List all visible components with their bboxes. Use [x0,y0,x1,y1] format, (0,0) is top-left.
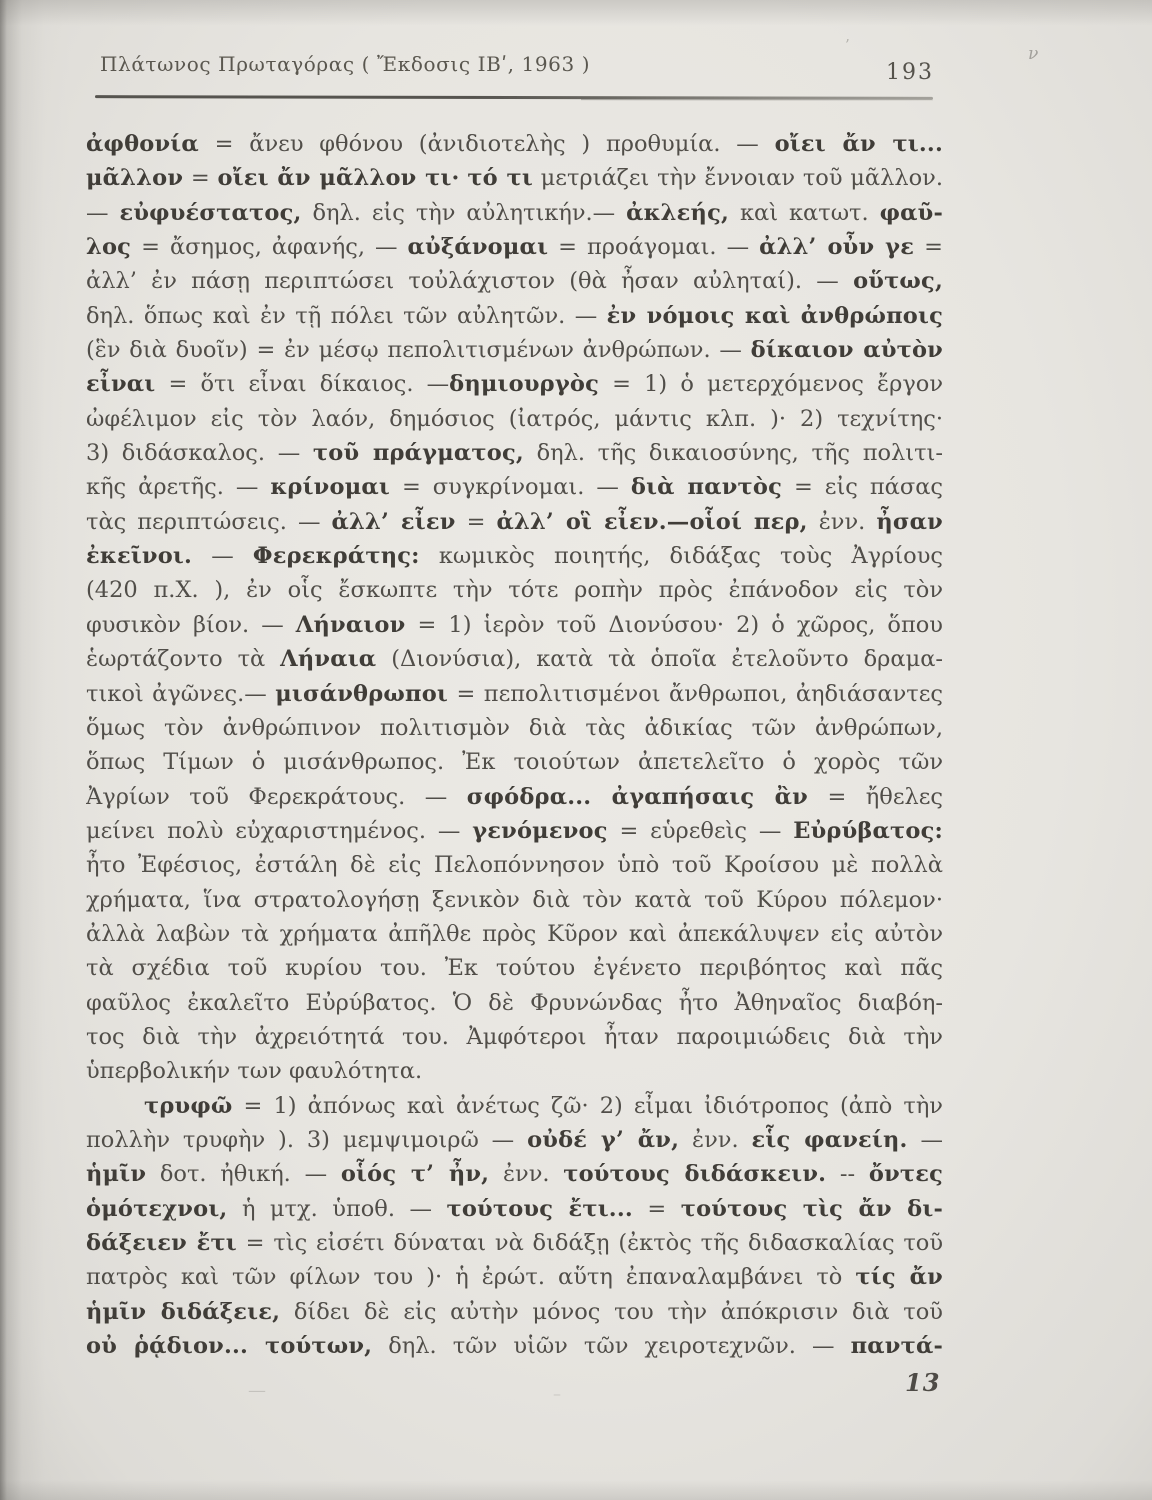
text-line [86,986,943,1020]
gloss-text: — [192,543,253,570]
gloss-text: τος διὰ τὴν ἀχρειότητά του. Ἀμφότεροι ἦταν παροιμιώδεις διὰ τὴν [86,1023,943,1050]
lemma-bold: δίκαιον αὐτὸν [750,337,943,364]
gloss-text: χρήματα, ἵνα στρατολογήσῃ ξενικὸν διὰ τὸν κατὰ τοῦ Κύρου πόλεμον· [86,886,943,913]
text-line [86,367,943,401]
lemma-bold: ὄντες [868,1161,943,1188]
gloss-text: = [632,1195,681,1222]
gloss-text: — [907,1126,943,1153]
gloss-text: (420 π.Χ. ), ἐν οἷς ἔσκωπτε τὴν τότε ροπὴν πρὸς ἐπάνοδον εἰς τὸν [86,577,943,604]
text-line [86,161,943,195]
gloss-text: = 1) ἀπόνως καὶ ἀνέτως ζῶ· 2) εἶμαι ἰδιότροπος (ἀπὸ τὴν [232,1092,943,1119]
lemma-bold: οἷός τ’ ἦν, [340,1161,490,1188]
text-line [86,1226,943,1260]
lemma-bold: ἀφθονία [86,131,199,157]
lemma-bold: οὐ ῥᾴδιον... τούτων, [86,1333,373,1360]
gloss-text: δηλ. τῆς δικαιοσύνης, τῆς πολιτι- [523,440,943,467]
gloss-text: δηλ. εἰς τὴν αὐλητικήν.— [301,199,627,226]
gloss-text: κῆς ἀρετῆς. — [86,474,271,501]
text-line [86,573,943,607]
lemma-bold: αὐξάνομαι [407,234,549,261]
text-line [86,230,943,264]
gloss-text: ἀλλὰ λαβὼν τὰ χρήματα ἀπῆλθε πρὸς Κῦρον καὶ ἀπεκάλυψεν εἰς αὐτὸν [86,920,943,947]
text-line [86,780,943,814]
text-line [86,402,943,436]
gloss-text: = 1) ὁ μετερχόμενος ἔργον [599,371,943,398]
gloss-text: = τὶς εἰσέτι δύναται νὰ διδάξῃ (ἐκτὸς τῆς διδασκαλίας τοῦ [236,1230,943,1256]
lemma-bold: οὕτως, [853,268,943,295]
gloss-text: δίδει δὲ εἰς αὐτὴν μόνος του τὴν ἀπόκρισιν διὰ τοῦ [280,1298,943,1325]
lemma-bold: οἴει ἄν τι... [774,131,943,157]
text-line [86,711,943,745]
scan-edge-shadow-left [0,0,70,1500]
text-line [86,1020,943,1054]
lemma-bold: ἦσαν [876,508,943,535]
gloss-text: τὰς περιπτώσεις. — [86,508,332,535]
lemma-bold: Λήναια [280,646,377,673]
gloss-text: (Διονύσια), κατὰ τὰ ὁποῖα ἐτελοῦντο δραμα- [376,646,943,673]
lemma-bold: τό τι [467,165,533,192]
lemma-bold: δάξειεν ἔτι [86,1230,237,1256]
lemma-bold: τίς ἄν [855,1264,943,1291]
lemma-bold: τούτους τὶς ἄν δι- [680,1195,943,1222]
stray-ink-mark: ν [1028,44,1039,64]
gloss-text: φαῦλος ἐκαλεῖτο Εὐρύβατος. Ὁ δὲ Φρυνώνδας ἦτο Ἀθηναῖος διαβόη- [86,989,943,1016]
lemma-bold: Εὐρύβατος: [793,817,943,844]
text-line [86,264,943,298]
gloss-text: τικοὶ ἀγῶνες.— [86,680,276,707]
gloss-text: = ὅτι εἶναι δίκαιος. — [155,371,450,398]
gloss-text: = 1) ἱερὸν τοῦ Διονύσου· 2) ὁ χῶρος, ὅπου [405,611,943,638]
text-line [86,608,943,642]
lemma-bold: μᾶλλον [86,165,184,192]
lemma-bold: ἀλλ’ οἳ εἶεν.—οἷοί περ, [496,508,808,535]
lemma-bold: ἀλλ’ οὖν γε [759,234,915,261]
gloss-text: κωμικὸς ποιητής, διδάξας τοὺς Ἀγρίους [419,543,943,570]
page-number: 193 [886,60,934,85]
lemma-bold: ἐν νόμοις καὶ ἀνθρώποις [606,302,943,329]
text-line [86,1295,943,1329]
lemma-bold: Λήναιον [295,611,406,638]
text-line [86,1089,943,1123]
text-line [86,677,943,711]
text-line [86,505,943,539]
lemma-bold: τρυφῶ [144,1092,233,1119]
text-line [86,127,943,161]
text-line [86,1123,943,1157]
text-line [86,1192,943,1226]
gloss-text: τὰ σχέδια τοῦ κυρίου του. Ἐκ τούτου ἐγένετο περιβόητος καὶ πᾶς [86,955,943,982]
gloss-text: πολλὴν τρυφὴν ). 3) μεμψιμοιρῶ — [86,1126,528,1153]
text-line [86,848,943,882]
gloss-text: -- [826,1161,869,1188]
gloss-text: = εἰς πάσας [781,474,943,501]
text-line [86,814,943,848]
text-line [86,299,943,333]
lemma-bold: ἀλλ’ εἶεν [331,508,456,535]
running-title: Πλάτωνος Πρωταγόρας ( Ἔκδοσις ΙΒʹ, 1963 ) [100,52,591,76]
lemma-bold: ἡμῖν διδάξειε, [86,1298,281,1325]
gloss-text: ἐνν. [489,1161,564,1188]
signature-number: 13 [905,1368,941,1397]
gloss-text: ὑπερβολικήν των φαυλότητα. [86,1058,423,1085]
lemma-bold: ἡμῖν [86,1161,147,1188]
lemma-bold: εἶναι [86,371,156,398]
gloss-text: = ἄνευ φθόνου (ἀνιδιοτελὴς ) προθυμία. — [198,131,775,157]
lemma-bold: σφόδρα... ἀγαπήσαις ἂν [466,783,808,810]
gloss-text: = συγκρίνομαι. — [389,474,631,501]
text-line [86,1054,943,1088]
gloss-text: δηλ. τῶν υἱῶν τῶν χειροτεχνῶν. — [372,1333,851,1360]
lemma-bold: γενόμενος [472,817,608,844]
text-line [86,951,943,985]
gloss-text: = [455,508,497,535]
gloss-text: ἡ μτχ. ὑποθ. — [227,1195,447,1222]
text-line [86,642,943,676]
lemma-bold: οἴει ἄν μᾶλλον τι· [217,165,460,192]
lemma-bold: διὰ παντὸς [630,474,782,501]
gloss-text: καὶ κατωτ. [729,199,880,226]
gloss-text: ὅπως Τίμων ὁ μισάνθρωπος. Ἐκ τοιούτων ἀπετελεῖτο ὁ χορὸς τῶν [86,749,943,776]
paragraph [86,127,943,1089]
text-line [86,333,943,367]
scan-edge-shadow-top [0,0,1152,26]
lemma-bold: παντά- [850,1333,943,1360]
gloss-text: ὅμως τὸν ἀνθρώπινον πολιτισμὸν διὰ τὰς ἀδικίας τῶν ἀνθρώπων, [86,714,943,741]
text-line [86,1329,943,1363]
gloss-text: = πεπολιτισμένοι ἄνθρωποι, ἀηδιάσαντες [448,680,943,707]
lemma-bold: μισάνθρωποι [275,680,449,707]
lemma-bold: τοῦ πράγματος, [312,440,524,467]
gloss-text: = ἤθελες [807,783,943,810]
smudge-mark: – [553,1384,561,1403]
text-line [86,539,943,573]
gloss-text: ἐνν. [807,508,877,535]
smudge-mark: — [248,1380,266,1401]
gloss-text: = [914,234,943,261]
lemma-bold: ἐκεῖνοι. [86,543,193,570]
lemma-bold: λος [86,234,132,261]
lemma-bold: φαῦ- [879,199,943,226]
lemma-bold: εἷς φανείη. [751,1126,908,1153]
text-line [86,1157,943,1191]
lemma-bold: εὐφυέστατος, [119,199,302,226]
gloss-text: δηλ. ὅπως καὶ ἐν τῇ πόλει τῶν αὐλητῶν. — [86,302,607,329]
lemma-bold: οὐδέ γ’ ἄν, [527,1126,680,1153]
gloss-text: — [86,199,120,226]
gloss-text: ὠφέλιμον εἰς τὸν λαόν, δημόσιος (ἰατρός, μάντις κλπ. )· 2) τεχνίτης· [86,405,943,432]
gloss-text: δοτ. ἠθική. — [146,1161,341,1188]
text-line [86,196,943,230]
gloss-text: ἀλλ’ ἐν πάσῃ περιπτώσει τοὐλάχιστον (θὰ ἦσαν αὐληταί). — [86,268,854,295]
lemma-bold: ὁμότεχνοι, [86,1195,228,1222]
gloss-text: μετριάζει τὴν ἔννοιαν τοῦ μᾶλλον. [532,165,943,192]
scan-edge-shadow-bottom [0,1480,1152,1500]
lemma-bold: Φερεκράτης: [252,543,420,570]
text-line [86,1260,943,1294]
paragraph [86,1089,943,1364]
gloss-text: 3) διδάσκαλος. — [86,440,313,467]
lemma-bold: δημιουργὸς [449,371,599,398]
text-body [86,127,943,1363]
gloss-text: ἐνν. [679,1126,752,1153]
gloss-text: φυσικὸν βίον. — [86,611,296,638]
gloss-text: ἑωρτάζοντο τὰ [86,646,281,673]
gloss-text: (ἓν διὰ δυοῖν) = ἐν μέσῳ πεπολιτισμένων ἀνθρώπων. — [86,337,751,364]
gloss-text: = προάγομαι. — [548,234,760,261]
gloss-text: = [183,165,218,192]
gloss-text: ἦτο Ἐφέσιος, ἐστάλη δὲ εἰς Πελοπόννησον ὑπὸ τοῦ Κροίσου μὲ πολλὰ [86,852,943,879]
gloss-text: = ἄσημος, ἀφανής, — [131,234,408,261]
stray-tick-mark: ’ [845,36,850,54]
lemma-bold: τούτους διδάσκειν. [563,1161,827,1188]
gloss-text: = εὑρεθεὶς — [607,817,794,844]
text-line [86,436,943,470]
lemma-bold: ἀκλεής, [626,199,730,226]
lemma-bold: τούτους ἔτι... [446,1195,633,1222]
gloss-text: μείνει πολὺ εὐχαριστημένος. — [86,817,473,844]
lemma-bold: κρίνομαι [270,474,390,501]
text-line [86,745,943,779]
header-rule [95,95,933,100]
text-line [86,917,943,951]
text-line [86,470,943,504]
gloss-text: Ἀγρίων τοῦ Φερεκράτους. — [86,783,467,810]
text-line [86,883,943,917]
gloss-text: πατρὸς καὶ τῶν φίλων του )· ἡ ἐρώτ. αὕτη ἐπαναλαμβάνει τὸ [86,1264,856,1291]
